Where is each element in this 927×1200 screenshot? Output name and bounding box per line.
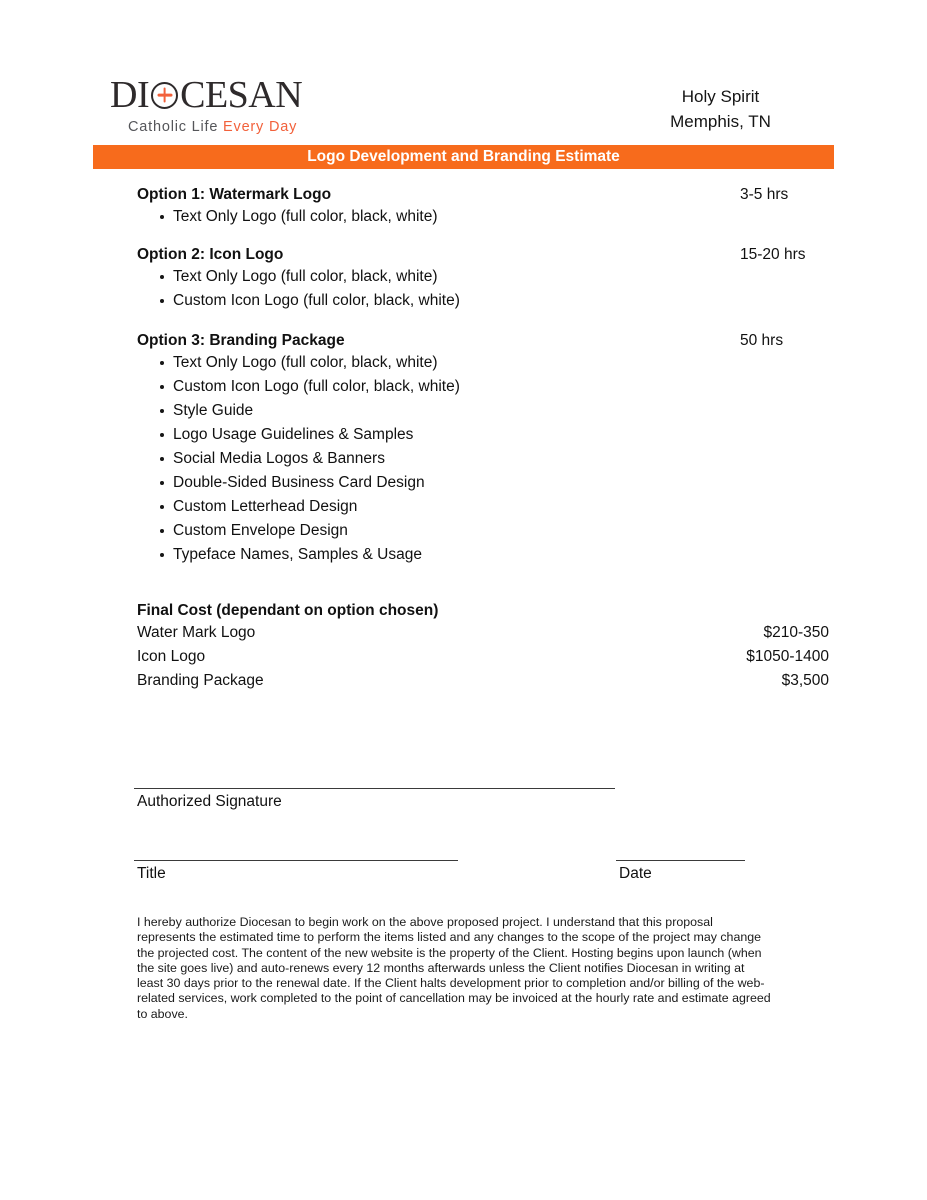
cost-price: $210-350 (763, 624, 829, 641)
bullet-icon (160, 457, 164, 461)
authorization-legal-text: I hereby authorize Diocesan to begin work on the above proposed project. I understand that this proposal represents the estimated time to perform the items listed and any changes to the scope of the project may change the projected cost. The content of the new website is the property of the Client. Hosting begins upon launch (when the site goes live) and auto-renews every 12 months afterwards unless the Client notifies Diocesan in writing at least 30 days prior to the renewal date. If the Client halts development prior to completion and/or billing of the web-related services, work completed to the point of cancellation may be invoiced at the hourly rate and estimate agreed to above. (137, 915, 771, 1021)
title-date-row (93, 860, 834, 884)
option-1-heading: Option 1: Watermark Logo (137, 186, 332, 203)
option-1-hours: 3-5 hrs (740, 186, 789, 203)
bullet-icon (160, 385, 164, 389)
final-cost-heading (93, 601, 834, 621)
list-item (93, 495, 834, 519)
list-item (93, 289, 834, 313)
document-title-banner (93, 145, 834, 169)
option-2-hours: 15-20 hrs (740, 246, 806, 263)
final-cost-heading-text: Final Cost (dependant on option chosen) (137, 602, 439, 619)
bullet-icon (160, 409, 164, 413)
table-row (93, 669, 834, 693)
tagline-dark-text: Catholic Life (128, 119, 219, 135)
logo-word-start: DI (110, 74, 150, 116)
table-row (93, 645, 834, 669)
bullet-text: Custom Icon Logo (full color, black, white) (173, 292, 460, 309)
tagline-accent-text: Every Day (223, 119, 298, 135)
client-info (613, 84, 828, 134)
option-1-bullet-list (93, 205, 834, 229)
document-title: Logo Development and Branding Estimate (307, 148, 620, 165)
list-item (93, 423, 834, 447)
option-2-heading-row (93, 245, 834, 265)
option-2-bullet-list (93, 265, 834, 313)
option-3-hours: 50 hrs (740, 332, 784, 349)
table-row (93, 621, 834, 645)
date-label: Date (619, 865, 652, 882)
bullet-text: Text Only Logo (full color, black, white) (173, 268, 438, 285)
diocesan-logo (110, 76, 302, 135)
bullet-text: Custom Letterhead Design (173, 498, 358, 515)
logo-word-end: CESAN (180, 74, 303, 116)
bullet-icon (160, 529, 164, 533)
list-item (93, 375, 834, 399)
bullet-icon (160, 215, 164, 219)
bullet-icon (160, 433, 164, 437)
option-3-bullet-list (93, 351, 834, 567)
bullet-icon (160, 361, 164, 365)
bullet-text: Logo Usage Guidelines & Samples (173, 426, 414, 443)
list-item (93, 471, 834, 495)
list-item (93, 205, 834, 229)
option-3-heading: Option 3: Branding Package (137, 332, 345, 349)
date-signature-line (616, 860, 745, 884)
bullet-text: Custom Icon Logo (full color, black, white) (173, 378, 460, 395)
bullet-text: Social Media Logos & Banners (173, 450, 385, 467)
option-3-heading-row (93, 331, 834, 351)
logo-wordmark (110, 76, 302, 114)
option-1-heading-row (93, 185, 834, 205)
list-item (93, 399, 834, 423)
list-item (93, 351, 834, 375)
bullet-icon (160, 299, 164, 303)
bullet-text: Text Only Logo (full color, black, white) (173, 354, 438, 371)
bullet-icon (160, 481, 164, 485)
cost-label: Icon Logo (137, 648, 206, 665)
cost-label: Water Mark Logo (137, 624, 256, 641)
bullet-icon (160, 505, 164, 509)
title-signature-line (134, 860, 458, 884)
bullet-icon (160, 275, 164, 279)
client-name: Holy Spirit (681, 87, 760, 106)
bullet-icon (160, 553, 164, 557)
title-label: Title (137, 865, 166, 882)
bullet-text: Text Only Logo (full color, black, white) (173, 208, 438, 225)
option-2-heading: Option 2: Icon Logo (137, 246, 284, 263)
cost-price: $1050-1400 (746, 648, 829, 665)
cost-price: $3,500 (781, 672, 829, 689)
bullet-text: Style Guide (173, 402, 254, 419)
list-item (93, 543, 834, 567)
logo-tagline (110, 119, 302, 135)
cost-label: Branding Package (137, 672, 264, 689)
estimate-body (93, 169, 834, 1022)
bullet-text: Custom Envelope Design (173, 522, 348, 539)
authorized-signature-line (134, 788, 615, 789)
list-item (93, 265, 834, 289)
list-item (93, 519, 834, 543)
list-item (93, 447, 834, 471)
logo-cross-o-icon (151, 82, 178, 109)
client-location: Memphis, TN (670, 112, 771, 131)
authorized-signature-label: Authorized Signature (137, 793, 282, 810)
bullet-text: Double-Sided Business Card Design (173, 474, 425, 491)
bullet-text: Typeface Names, Samples & Usage (173, 546, 422, 563)
final-cost-table (93, 621, 834, 693)
